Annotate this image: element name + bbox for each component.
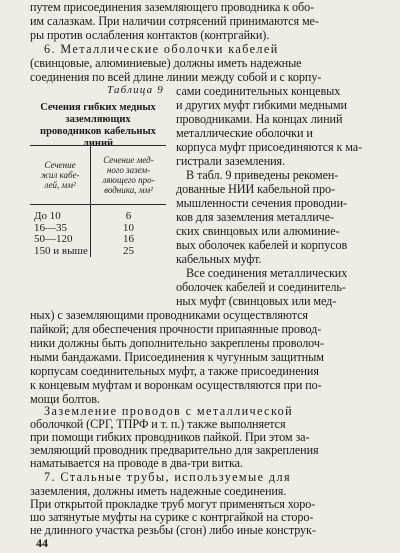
col-header-conductor-section: Сечение мед- ного зазем- ляющего про- водника, мм² <box>91 146 167 205</box>
table-cell: 16—35 <box>30 223 91 235</box>
text-line: дованные НИИ кабельной про- <box>176 182 335 196</box>
page-number: 44 <box>36 536 48 550</box>
text-line: металлические оболочки и <box>176 126 313 140</box>
text-line: ники должны быть дополнительно закреплены проволоч- <box>30 336 324 350</box>
table-cell: 50—120 <box>30 234 91 246</box>
col-header-core-section: Сечение жил кабе- лей, мм² <box>30 146 91 205</box>
text-line: мышленности сечения проводни- <box>176 196 347 210</box>
table-row <box>30 205 166 223</box>
text-line: не длинного участка резьбы (сгон) либо иные конструк- <box>30 522 316 537</box>
table-row <box>30 234 166 246</box>
text-line: им салазкам. При наличии сотрясений принимаются ме- <box>30 14 319 28</box>
table-caption: Таблица 9 <box>107 84 164 96</box>
text-line: шо затянутые муфты на сурике с контргайкой на сторо- <box>30 509 314 524</box>
table-cell: До 10 <box>30 205 91 223</box>
table-cell: 10 <box>123 221 134 234</box>
text-line: пайкой; для обеспечения прочности припаянные провод- <box>30 322 322 336</box>
table-heading-line: Сечения гибких медных <box>40 102 156 113</box>
text-line: и других муфт гибкими медными <box>176 98 347 112</box>
text-line: корпуса муфт присоединяются к ма- <box>176 140 363 154</box>
text-line: Все соединения металлических <box>186 266 348 280</box>
text-line: сами соединительных концевых <box>176 84 341 98</box>
text-line: наматывается на проводе в два-три витка. <box>30 456 243 471</box>
text-line: мощи болтов. <box>30 392 100 406</box>
text-line: оболочек кабелей и соединитель- <box>176 280 346 294</box>
table-cell: 6 <box>125 210 132 222</box>
text-line: путем присоединения заземляющего проводника к обо- <box>30 0 315 14</box>
table-row <box>30 246 166 258</box>
text-line: корпусам соединительных муфт, а также присоединения <box>30 364 319 378</box>
text-line: при помощи гибких проводников пайкой. При этом за- <box>30 430 310 445</box>
text-line: При открытой прокладке труб могут применяться хоро- <box>30 496 316 511</box>
text-line: ры против ослабления контактов (контргайки). <box>30 28 270 42</box>
table-cell: 25 <box>123 244 134 257</box>
section-heading-7: 7. Стальные трубы, используемые для <box>44 470 291 485</box>
text-line: (свинцовые, алюминиевые) должны иметь надежные <box>30 56 302 70</box>
text-line: ных) с заземляющими проводниками осуществляются <box>30 308 308 322</box>
text-line: соединения по всей длине линии между собой и с корпу- <box>30 70 322 84</box>
table-heading-line: проводников кабельных <box>40 126 156 137</box>
table-heading-line: линий <box>82 138 114 149</box>
text-line: земляющий проводник предварительно для закрепления <box>30 443 319 458</box>
section-heading-6: 6. Металлические оболочки кабелей <box>44 42 279 56</box>
text-line: ских свинцовых или алюминие- <box>176 224 340 238</box>
text-line: ных муфт (свинцовых или мед- <box>176 294 337 308</box>
table-cell: 150 и выше <box>30 246 91 258</box>
table-heading <box>30 102 166 150</box>
text-line: гистрали заземления. <box>176 154 286 168</box>
table-cell: 16 <box>123 233 134 245</box>
text-line: ными бандажами. Присоединения к чугунным защитным <box>30 350 324 364</box>
text-line: кабельных муфт. <box>176 252 262 266</box>
table-9 <box>30 145 166 257</box>
text-line: вых оболочек кабелей и корпусов <box>176 238 348 252</box>
text-line: к концевым муфтам и воронкам осуществляются при по- <box>30 378 322 392</box>
table-header-row <box>30 146 166 205</box>
text-line: ков для заземления металличе- <box>176 210 334 224</box>
table-9-block <box>30 84 166 150</box>
table-heading-line: заземляющих <box>65 114 131 125</box>
text-line: проводниками. На концах линий <box>176 112 343 126</box>
text-line: заземления, должны иметь надежные соединения. <box>30 483 287 498</box>
paragraph-heading: Заземление проводов с металлической <box>44 404 294 418</box>
text-line: В табл. 9 приведены рекомен- <box>186 168 339 182</box>
text-line: оболочкой (СРГ, ТПРФ и т. п.) также выполняется <box>30 417 286 432</box>
